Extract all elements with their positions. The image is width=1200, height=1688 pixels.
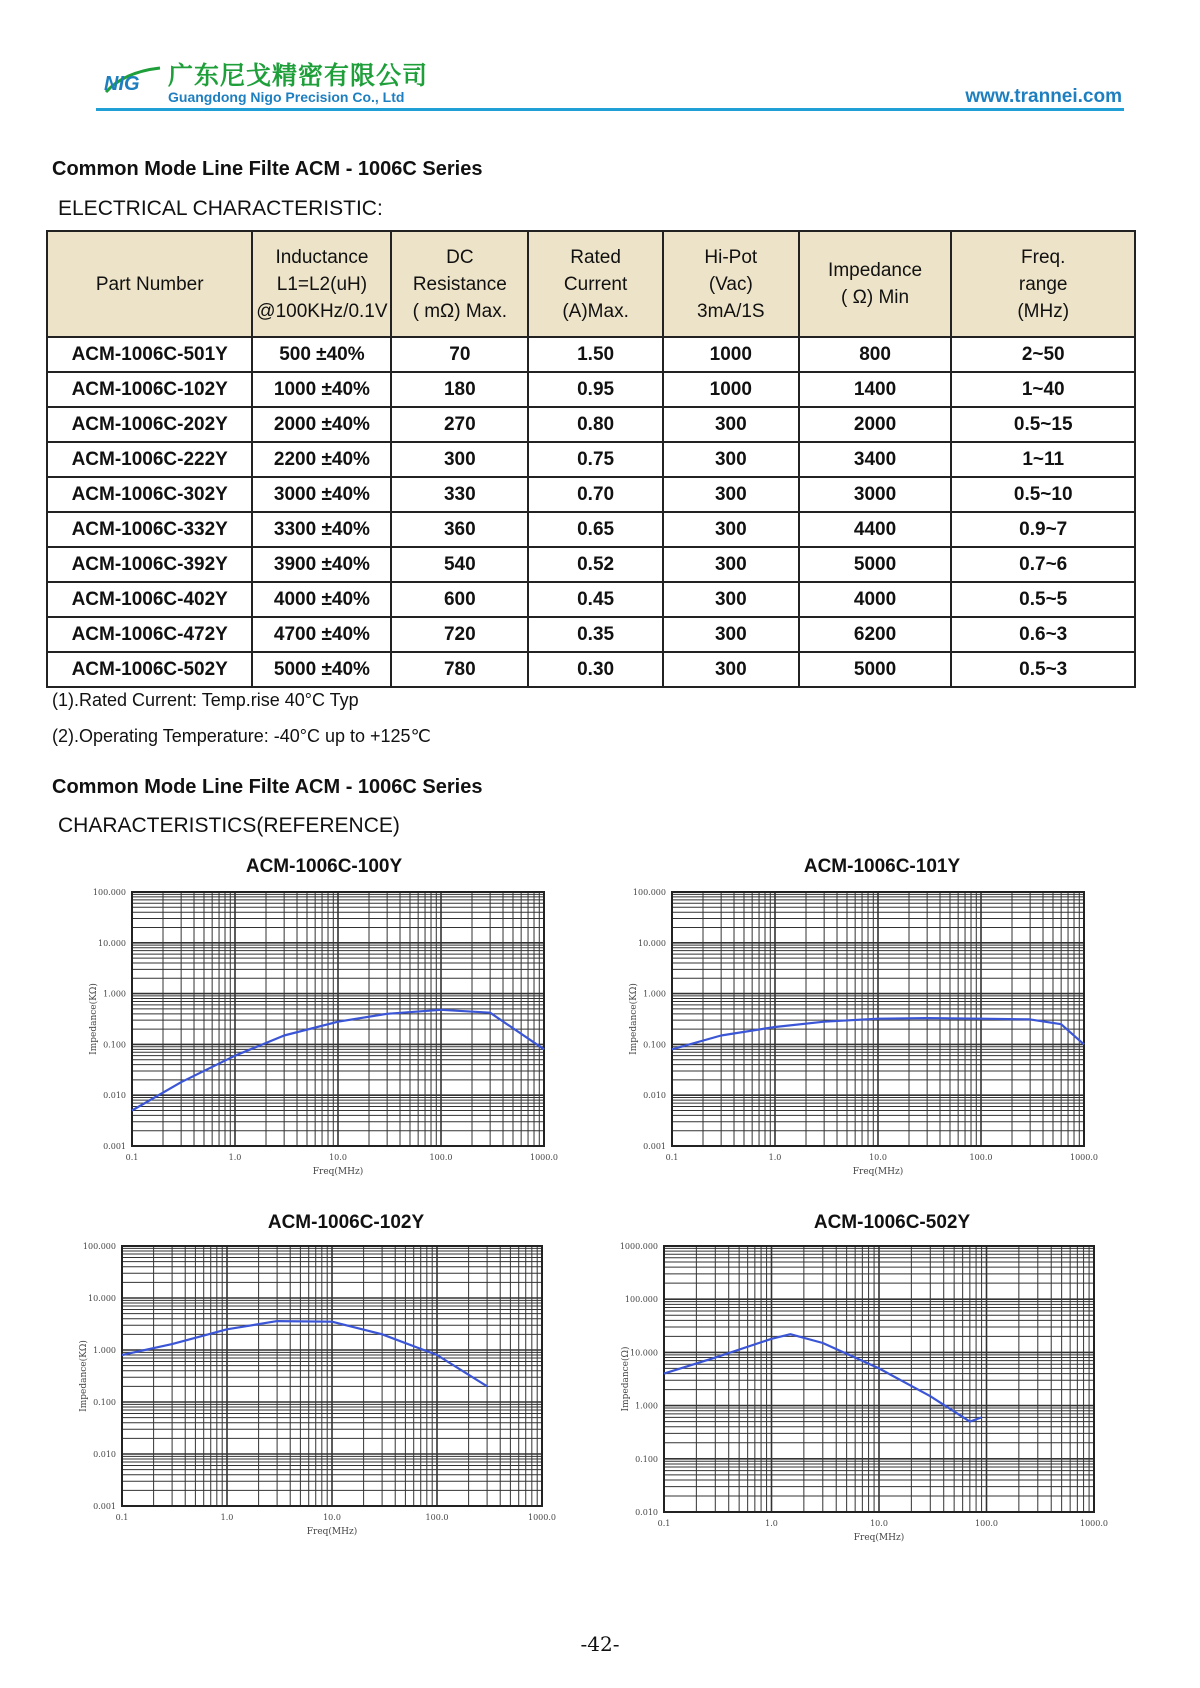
table-cell: ACM-1006C-392Y <box>47 547 252 582</box>
x-tick-label: 0.1 <box>657 1519 671 1528</box>
table-cell: 2000 ±40% <box>252 407 391 442</box>
company-name-en: Guangdong Nigo Precision Co., Ltd <box>168 89 405 105</box>
note-operating-temperature: (2).Operating Temperature: -40°C up to +125℃ <box>52 726 431 746</box>
table-row <box>47 617 1135 652</box>
header-inductance: Inductance L1=L2(uH) @100KHz/0.1V <box>252 231 391 337</box>
y-tick-label: 100.000 <box>632 888 666 897</box>
header-rated-current: Rated Current (A)Max. <box>528 231 663 337</box>
y-tick-label: 10.000 <box>638 938 666 948</box>
x-tick-label: 0.1 <box>115 1513 129 1522</box>
x-tick-label: 1.0 <box>220 1513 234 1522</box>
x-tick-label: 100.0 <box>429 1153 453 1162</box>
y-tick-label: 1.000 <box>93 1346 116 1355</box>
table-cell: 3900 ±40% <box>252 547 391 582</box>
table-cell: 5000 <box>799 547 952 582</box>
y-tick-label: 1.000 <box>103 989 126 999</box>
x-axis-label: Freq(MHz) <box>852 1167 904 1177</box>
table-row <box>47 477 1135 512</box>
header-impedance: Impedance ( Ω) Min <box>799 231 952 337</box>
chart-acm-1006c-102y <box>70 1238 556 1550</box>
table-cell: 300 <box>663 512 799 547</box>
chart-grid <box>132 892 544 1146</box>
y-tick-label: 0.001 <box>93 1502 116 1511</box>
table-cell: 5000 ±40% <box>252 652 391 687</box>
table-cell: 1000 ±40% <box>252 372 391 407</box>
chart-title-101y: ACM-1006C-101Y <box>803 856 961 877</box>
website-link[interactable]: www.trannei.com <box>965 86 1122 107</box>
table-cell: 0.5~5 <box>951 582 1135 617</box>
table-cell: 300 <box>663 477 799 512</box>
table-row <box>47 582 1135 617</box>
y-tick-label: 10.000 <box>98 938 126 948</box>
chart-title-102y: ACM-1006C-102Y <box>267 1212 425 1233</box>
table-cell: 3400 <box>799 442 952 477</box>
table-row <box>47 652 1135 687</box>
table-cell: ACM-1006C-102Y <box>47 372 252 407</box>
table-cell: 6200 <box>799 617 952 652</box>
table-cell: 0.6~3 <box>951 617 1135 652</box>
header-dc-resistance: DC Resistance ( mΩ) Max. <box>391 231 528 337</box>
x-tick-label: 1000.0 <box>1070 1153 1098 1162</box>
y-tick-label: 0.001 <box>643 1142 666 1151</box>
x-axis-label: Freq(MHz) <box>306 1527 358 1537</box>
header-divider <box>96 108 1124 111</box>
y-tick-label: 100.000 <box>92 888 126 897</box>
y-tick-label: 100.000 <box>82 1242 116 1251</box>
table-cell: ACM-1006C-402Y <box>47 582 252 617</box>
table-cell: 4000 <box>799 582 952 617</box>
table-cell: ACM-1006C-222Y <box>47 442 252 477</box>
table-row <box>47 512 1135 547</box>
table-cell: 0.30 <box>528 652 663 687</box>
chart-grid <box>664 1246 1094 1512</box>
y-tick-label: 0.010 <box>93 1450 116 1459</box>
table-cell: 180 <box>391 372 528 407</box>
y-axis-label: Impedance(KΩ) <box>79 1340 89 1412</box>
x-tick-label: 0.1 <box>125 1153 139 1162</box>
y-tick-label: 1000.000 <box>619 1242 658 1251</box>
table-cell: 0.52 <box>528 547 663 582</box>
table-cell: 780 <box>391 652 528 687</box>
header-freq-range: Freq. range (MHz) <box>951 231 1135 337</box>
table-cell: 600 <box>391 582 528 617</box>
table-cell: ACM-1006C-202Y <box>47 407 252 442</box>
table-cell: 0.7~6 <box>951 547 1135 582</box>
y-axis-label: Impedance(Ω) <box>621 1346 631 1412</box>
y-tick-label: 0.100 <box>643 1040 666 1050</box>
table-cell: 1400 <box>799 372 952 407</box>
x-tick-label: 1.0 <box>765 1519 778 1528</box>
x-tick-label: 10.0 <box>869 1153 887 1162</box>
table-cell: 270 <box>391 407 528 442</box>
table-cell: 300 <box>391 442 528 477</box>
table-cell: 2~50 <box>951 337 1135 372</box>
table-cell: 0.45 <box>528 582 663 617</box>
table-cell: 1.50 <box>528 337 663 372</box>
table-cell: 1000 <box>663 337 799 372</box>
x-tick-label: 1.0 <box>228 1153 242 1162</box>
table-cell: 0.65 <box>528 512 663 547</box>
y-tick-label: 10.000 <box>630 1348 658 1358</box>
y-tick-label: 10.000 <box>88 1294 116 1303</box>
table-row <box>47 547 1135 582</box>
table-cell: 800 <box>799 337 952 372</box>
table-cell: 720 <box>391 617 528 652</box>
table-cell: 2200 ±40% <box>252 442 391 477</box>
table-cell: 360 <box>391 512 528 547</box>
table-cell: ACM-1006C-302Y <box>47 477 252 512</box>
table-cell: 300 <box>663 617 799 652</box>
table-cell: ACM-1006C-332Y <box>47 512 252 547</box>
electrical-spec-table <box>46 230 1136 688</box>
x-tick-label: 1000.0 <box>1080 1519 1108 1528</box>
table-cell: 1~40 <box>951 372 1135 407</box>
x-axis-label: Freq(MHz) <box>853 1533 905 1543</box>
section-title-electrical: Common Mode Line Filte ACM - 1006C Series <box>52 158 483 180</box>
table-cell: 4700 ±40% <box>252 617 391 652</box>
x-tick-label: 0.1 <box>665 1153 679 1162</box>
chart-grid <box>122 1246 542 1506</box>
table-row <box>47 372 1135 407</box>
table-cell: 0.75 <box>528 442 663 477</box>
y-tick-label: 0.100 <box>93 1398 116 1407</box>
chart-acm-1006c-100y <box>80 884 558 1190</box>
header-part-number: Part Number <box>47 231 252 337</box>
table-cell: 4000 ±40% <box>252 582 391 617</box>
section-subtitle-characteristics: CHARACTERISTICS(REFERENCE) <box>58 814 400 837</box>
y-tick-label: 1.000 <box>643 989 666 999</box>
table-cell: 0.95 <box>528 372 663 407</box>
table-cell: 0.5~3 <box>951 652 1135 687</box>
y-tick-label: 100.000 <box>624 1295 658 1305</box>
company-name-cn: 广东尼戈精密有限公司 <box>168 61 429 90</box>
table-cell: 0.9~7 <box>951 512 1135 547</box>
x-tick-label: 100.0 <box>975 1519 998 1528</box>
table-cell: 300 <box>663 582 799 617</box>
table-cell: 0.5~10 <box>951 477 1135 512</box>
table-cell: 2000 <box>799 407 952 442</box>
table-cell: 300 <box>663 407 799 442</box>
table-cell: 3000 <box>799 477 952 512</box>
table-cell: 330 <box>391 477 528 512</box>
y-axis-label: Impedance(KΩ) <box>629 983 639 1055</box>
section-subtitle-electrical: ELECTRICAL CHARACTERISTIC: <box>58 197 383 220</box>
table-row <box>47 337 1135 372</box>
x-tick-label: 10.0 <box>870 1519 888 1528</box>
x-tick-label: 10.0 <box>329 1153 347 1162</box>
y-tick-label: 0.100 <box>635 1454 658 1464</box>
chart-acm-1006c-101y <box>620 884 1098 1190</box>
table-cell: 1~11 <box>951 442 1135 477</box>
table-cell: 300 <box>663 547 799 582</box>
x-axis-label: Freq(MHz) <box>312 1167 364 1177</box>
y-tick-label: 0.100 <box>103 1040 126 1050</box>
table-cell: 300 <box>663 652 799 687</box>
table-header-row <box>47 231 1135 337</box>
header-hi-pot: Hi-Pot (Vac) 3mA/1S <box>663 231 799 337</box>
x-tick-label: 1000.0 <box>530 1153 558 1162</box>
x-tick-label: 1000.0 <box>528 1513 556 1522</box>
table-row <box>47 407 1135 442</box>
table-cell: 540 <box>391 547 528 582</box>
page-number: -42- <box>580 1632 620 1656</box>
table-cell: 1000 <box>663 372 799 407</box>
note-rated-current: (1).Rated Current: Temp.rise 40°C Typ <box>52 690 359 710</box>
x-tick-label: 1.0 <box>768 1153 782 1162</box>
chart-title-502y: ACM-1006C-502Y <box>813 1212 971 1233</box>
table-cell: 70 <box>391 337 528 372</box>
table-cell: ACM-1006C-502Y <box>47 652 252 687</box>
section-title-characteristics: Common Mode Line Filte ACM - 1006C Series <box>52 776 483 798</box>
table-cell: ACM-1006C-472Y <box>47 617 252 652</box>
table-cell: 300 <box>663 442 799 477</box>
table-cell: ACM-1006C-501Y <box>47 337 252 372</box>
x-tick-label: 100.0 <box>425 1513 449 1522</box>
chart-acm-1006c-502y <box>612 1238 1108 1556</box>
y-tick-label: 0.010 <box>643 1091 666 1101</box>
x-tick-label: 10.0 <box>323 1513 341 1522</box>
x-tick-label: 100.0 <box>969 1153 993 1162</box>
y-tick-label: 0.001 <box>103 1142 126 1151</box>
table-cell: 500 ±40% <box>252 337 391 372</box>
table-cell: 0.80 <box>528 407 663 442</box>
table-cell: 3000 ±40% <box>252 477 391 512</box>
y-axis-label: Impedance(KΩ) <box>89 983 99 1055</box>
table-cell: 0.5~15 <box>951 407 1135 442</box>
chart-title-100y: ACM-1006C-100Y <box>245 856 403 877</box>
y-tick-label: 0.010 <box>635 1508 658 1517</box>
table-cell: 3300 ±40% <box>252 512 391 547</box>
y-tick-label: 0.010 <box>103 1091 126 1101</box>
table-cell: 0.70 <box>528 477 663 512</box>
table-cell: 5000 <box>799 652 952 687</box>
table-cell: 0.35 <box>528 617 663 652</box>
company-logo <box>104 64 166 96</box>
y-tick-label: 1.000 <box>635 1401 658 1411</box>
table-cell: 4400 <box>799 512 952 547</box>
logo-text: NIG <box>104 73 140 95</box>
table-row <box>47 442 1135 477</box>
